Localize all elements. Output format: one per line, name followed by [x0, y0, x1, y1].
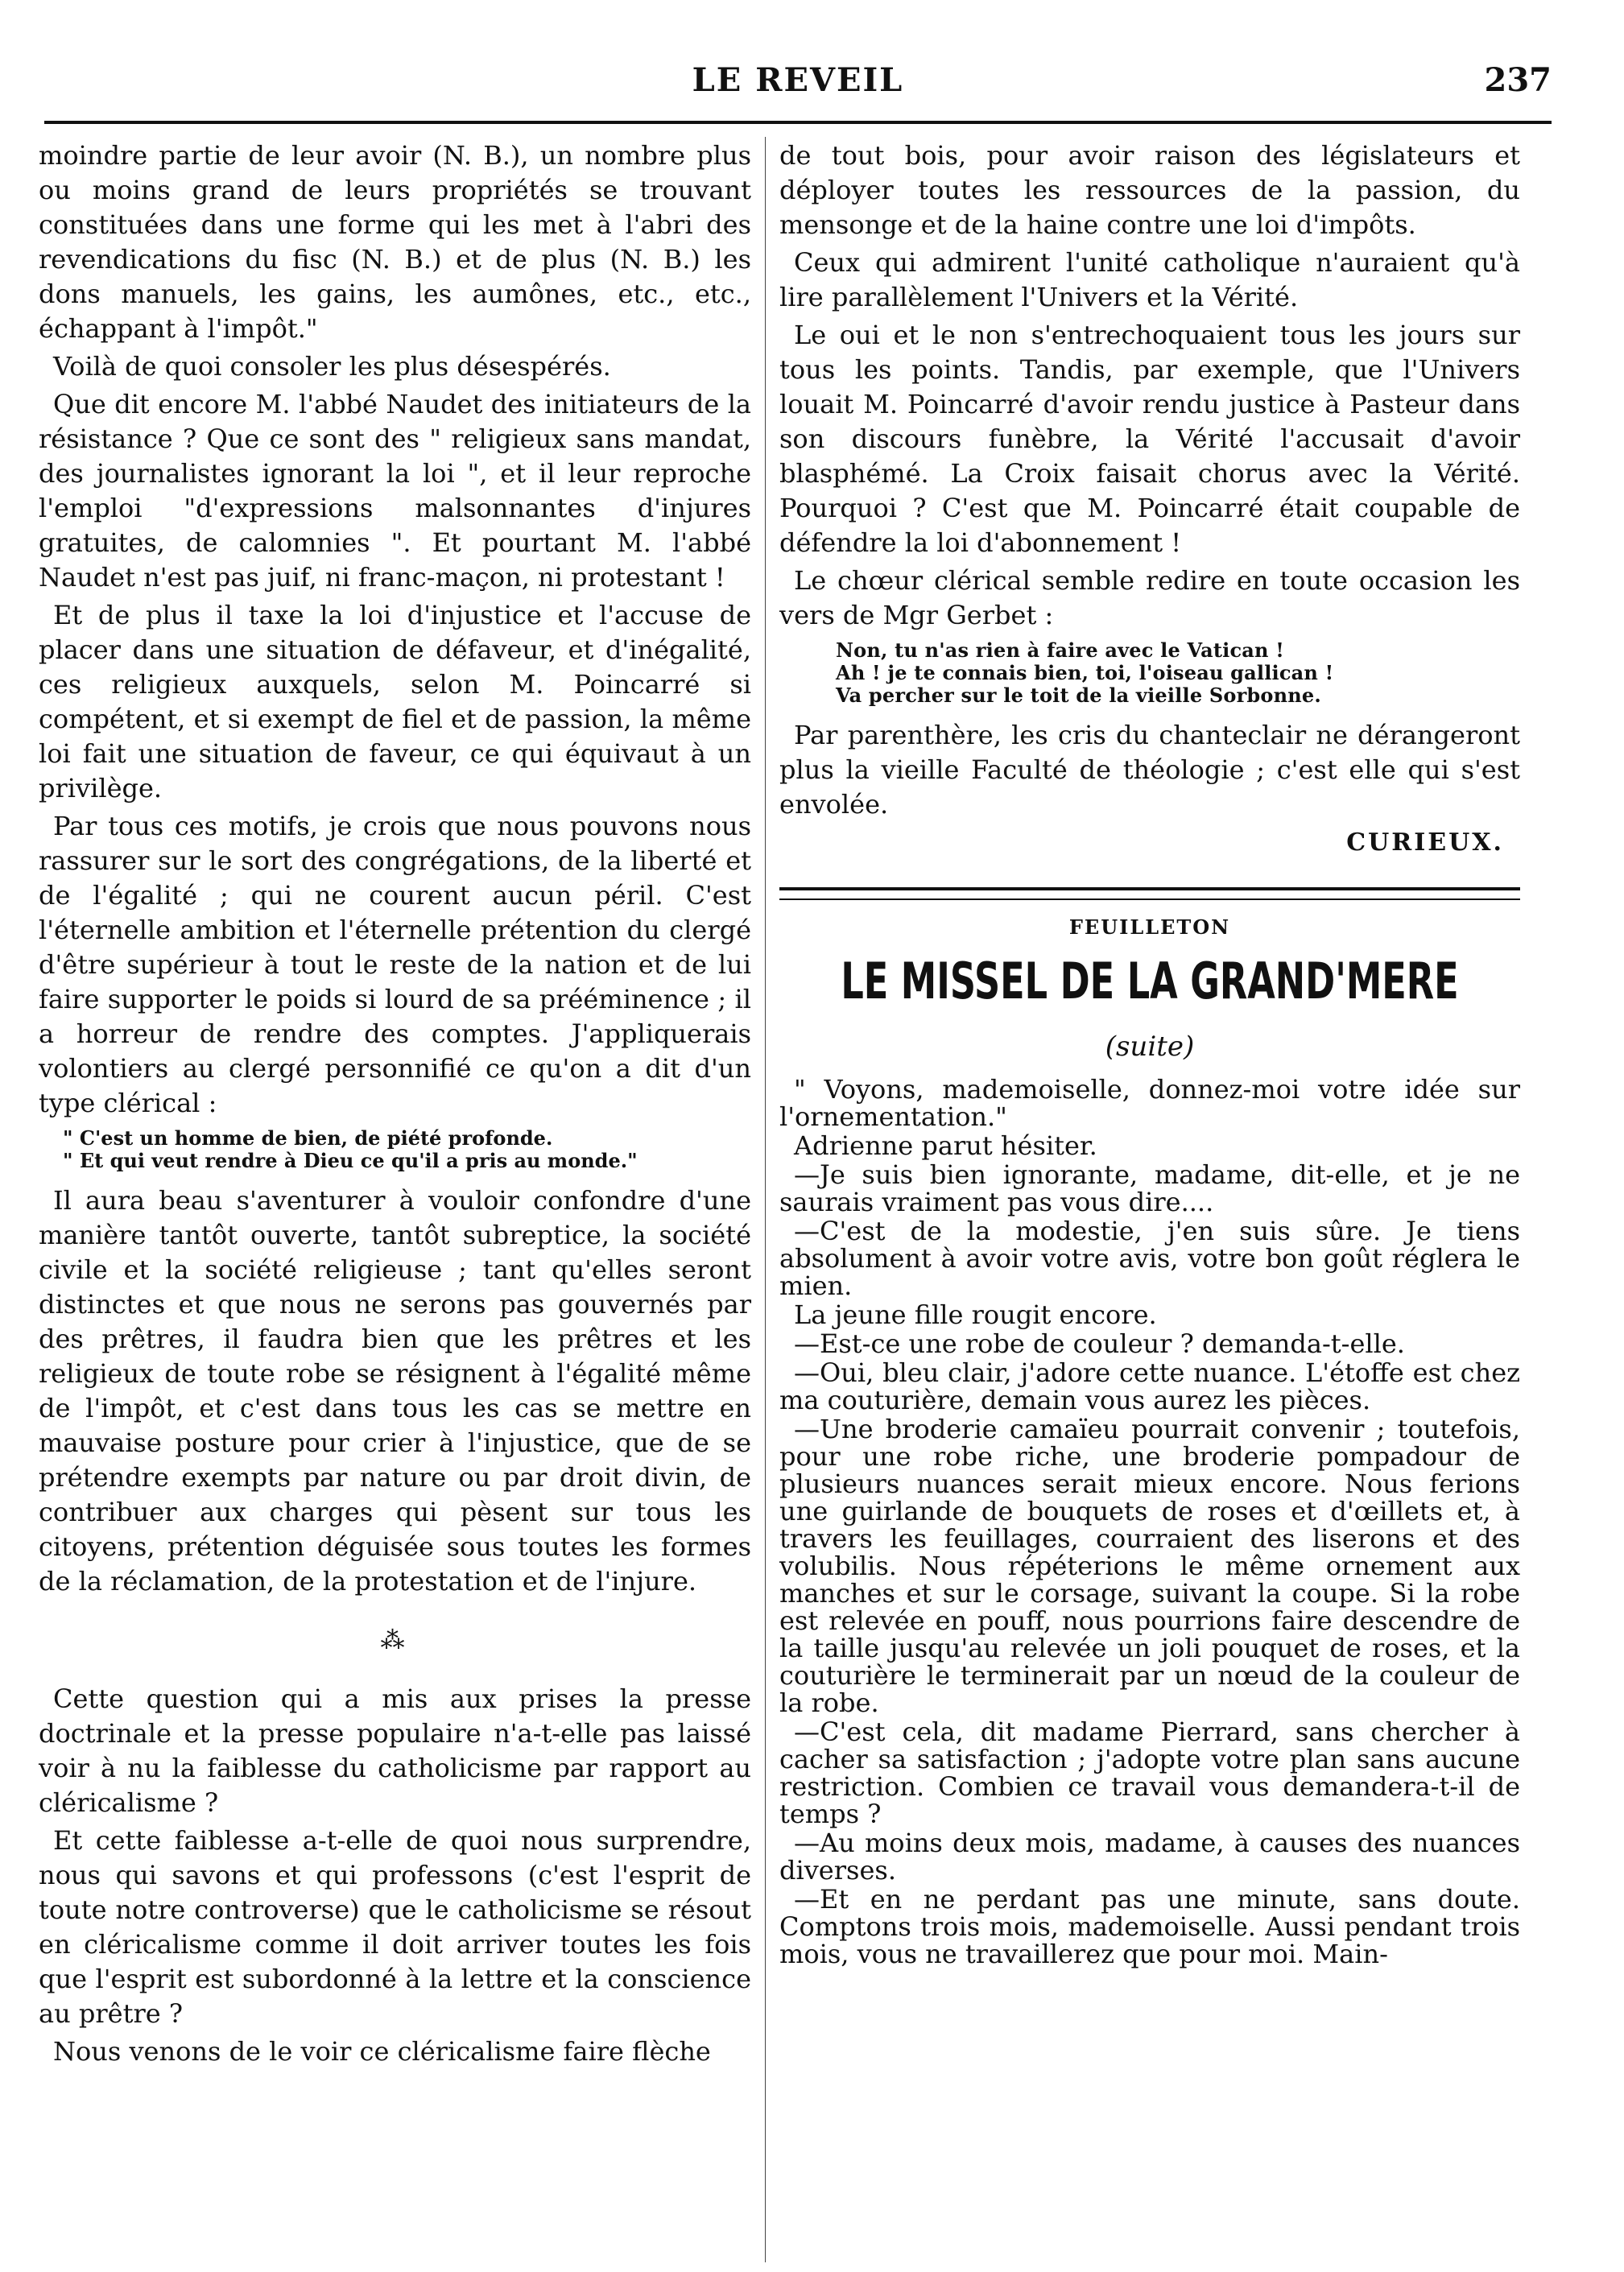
- page-header: [44, 55, 1552, 119]
- paragraph: Voilà de quoi consoler les plus désespérés.: [53, 351, 611, 382]
- paragraph: Il aura beau s'aventurer à vouloir confondre d'une manière tantôt ouverte, tantôt subreptice, la société civile et la société religieuse ; tant qu'elles seront distinctes et que nous ne serons pas gouvernés par des prêtres, il faudra bien que les prêtres et les religieux de toute robe se résignent à l'égalité même de l'impôt, et c'est dans tous les cas se mettre en mauvaise posture pour crier à l'injustice, que de se prétendre exempts par nature ou par droit divin, de contribuer aux charges qui pèsent sur tous les citoyens, prétention déguisée sous toutes les formes de la réclamation, de la protestation et de l'injure.: [39, 1185, 751, 1597]
- paragraph: Le oui et le non s'entrechoquaient tous les jours sur tous les points. Tandis, par exemple, que l'Univers louait M. Poincarré d'avoir rendu justice à Pasteur dans son discours funèbre, la Vérité l'accusait d'avoir blasphémé. La Croix faisait chorus avec la Vérité. Pourquoi ? C'est que M. Poincarré était coupable de défendre la loi d'abonnement !: [779, 320, 1520, 558]
- newspaper-title: LE REVEIL: [692, 61, 904, 99]
- paragraph: moindre partie de leur avoir (N. B.), un nombre plus ou moins grand de leurs propriétés se trouvant constituées dans une forme qui les met à l'abri des revendications du fisc (N. B.) et de plus (N. B.) les dons manuels, les gains, les aumônes, etc., etc., échappant à l'impôt.": [39, 140, 751, 344]
- section-asterism: ⁂: [380, 1626, 410, 1654]
- section-double-rule: [779, 887, 1520, 900]
- quote-line: " Et qui veut rendre à Dieu ce qu'il a pris au monde.": [63, 1149, 638, 1172]
- paragraph: Cette question qui a mis aux prises la presse doctrinale et la presse populaire n'a-t-elle pas laissé voir à nu la faiblesse du catholicisme par rapport au cléricalisme ?: [39, 1683, 751, 1818]
- suite-label: (suite): [1105, 1031, 1195, 1063]
- verse-line: Va percher sur le toit de la vieille Sorbonne.: [836, 684, 1321, 707]
- left-column: [39, 138, 751, 2072]
- right-column: [779, 138, 1520, 1969]
- header-rule: [44, 121, 1552, 124]
- paragraph: Ceux qui admirent l'unité catholique n'auraient qu'à lire parallèlement l'Univers et la Vérité.: [779, 247, 1520, 312]
- verse-quotation: [836, 639, 1520, 707]
- paragraph: " Voyons, mademoiselle, donnez-moi votre idée sur l'ornementation.": [779, 1074, 1520, 1132]
- quote-line: " C'est un homme de bien, de piété profonde.: [63, 1126, 553, 1150]
- paragraph: Et cette faiblesse a-t-elle de quoi nous surprendre, nous qui savons et qui professons (c'est l'esprit de toute notre controverse) que le catholicisme se résout en cléricalisme comme il doit arriver toutes les fois que l'esprit est subordonné à la lettre et la conscience au prêtre ?: [39, 1825, 751, 2029]
- feuilleton-title: LE MISSEL DE LA GRAND'MERE: [841, 952, 1459, 1010]
- paragraph: —Et en ne perdant pas une minute, sans doute. Comptons trois mois, mademoiselle. Aussi pendant trois mois, vous ne travaillerez que pour moi. Main-: [779, 1884, 1520, 1969]
- paragraph: de tout bois, pour avoir raison des législateurs et déployer toutes les ressources de la passion, du mensonge et de la haine contre une loi d'impôts.: [779, 140, 1520, 240]
- paragraph: Le chœur clérical semble redire en toute occasion les vers de Mgr Gerbet :: [779, 565, 1520, 630]
- paragraph: —C'est de la modestie, j'en suis sûre. Je tiens absolument à avoir votre avis, votre bon goût réglera le mien.: [779, 1216, 1520, 1301]
- quotation: [63, 1127, 751, 1172]
- paragraph: Adrienne parut hésiter.: [794, 1130, 1097, 1161]
- paragraph: —Au moins deux mois, madame, à causes des nuances diverses.: [779, 1828, 1520, 1886]
- paragraph: —Est-ce une robe de couleur ? demanda-t-elle.: [794, 1328, 1405, 1359]
- page-number: 237: [1484, 61, 1552, 99]
- verse-line: Ah ! je te connais bien, toi, l'oiseau gallican !: [836, 661, 1334, 684]
- feuilleton-label: FEUILLETON: [1068, 915, 1231, 939]
- verse-line: Non, tu n'as rien à faire avec le Vatican !: [836, 638, 1284, 662]
- author-signature: CURIEUX.: [1346, 828, 1504, 857]
- paragraph: —Je suis bien ignorante, madame, dit-elle, et je ne saurais vraiment pas vous dire....: [779, 1159, 1520, 1217]
- paragraph: Nous venons de le voir ce cléricalisme faire flèche: [53, 2036, 711, 2067]
- paragraph: Par tous ces motifs, je crois que nous pouvons nous rassurer sur le sort des congrégations, de la liberté et de l'égalité ; qui ne courent aucun péril. C'est l'éternelle ambition et l'éternelle prétention du clergé d'être supérieur à tout le reste de la nation et de lui faire supporter le poids si lourd de sa prééminence ; il a horreur de rendre des comptes. J'appliquerais volontiers au clergé personnifié ce qu'on a dit d'un type clérical :: [39, 811, 751, 1118]
- column-divider: [765, 137, 766, 2262]
- paragraph: —Une broderie camaïeu pourrait convenir ; toutefois, pour une robe riche, une broderie pompadour de plusieurs nuances serait mieux encore. Nous ferions une guirlande de bouquets de roses et d'œillets et, à travers les feuillages, courraient des liserons et des volubilis. Nous répéterions le même ornement aux manches et sur le corsage, suivant la coupe. Si la robe est relevée en pouff, nous pourrions faire descendre de la taille jusqu'au relevée un joli pouquet de roses, et la couturière le terminerait par un nœud de la couleur de la robe.: [779, 1414, 1520, 1718]
- paragraph: Et de plus il taxe la loi d'injustice et l'accuse de placer dans une situation de défaveur, et d'inégalité, ces religieux auxquels, selon M. Poincarré si compétent, et si exempt de fiel et de passion, la même loi fait une situation de faveur, ce qui équivaut à un privilège.: [39, 600, 751, 803]
- paragraph: Par parenthère, les cris du chanteclair ne dérangeront plus la vieille Faculté de théologie ; c'est elle qui s'est envolée.: [779, 720, 1520, 820]
- paragraph: Que dit encore M. l'abbé Naudet des initiateurs de la résistance ? Que ce sont des " religieux sans mandat, des journalistes ignorant la loi ", et il leur reproche l'emploi "d'expressions malsonnantes d'injures gratuites, de calomnies ". Et pourtant M. l'abbé Naudet n'est pas juif, ni franc-maçon, ni protestant !: [39, 389, 751, 593]
- paragraph: La jeune fille rougit encore.: [794, 1299, 1157, 1330]
- paragraph: —C'est cela, dit madame Pierrard, sans chercher à cacher sa satisfaction ; j'adopte votre plan sans aucune restriction. Combien ce travail vous demandera-t-il de temps ?: [779, 1716, 1520, 1829]
- paragraph: —Oui, bleu clair, j'adore cette nuance. L'étoffe est chez ma couturière, demain vous aurez les pièces.: [779, 1357, 1520, 1415]
